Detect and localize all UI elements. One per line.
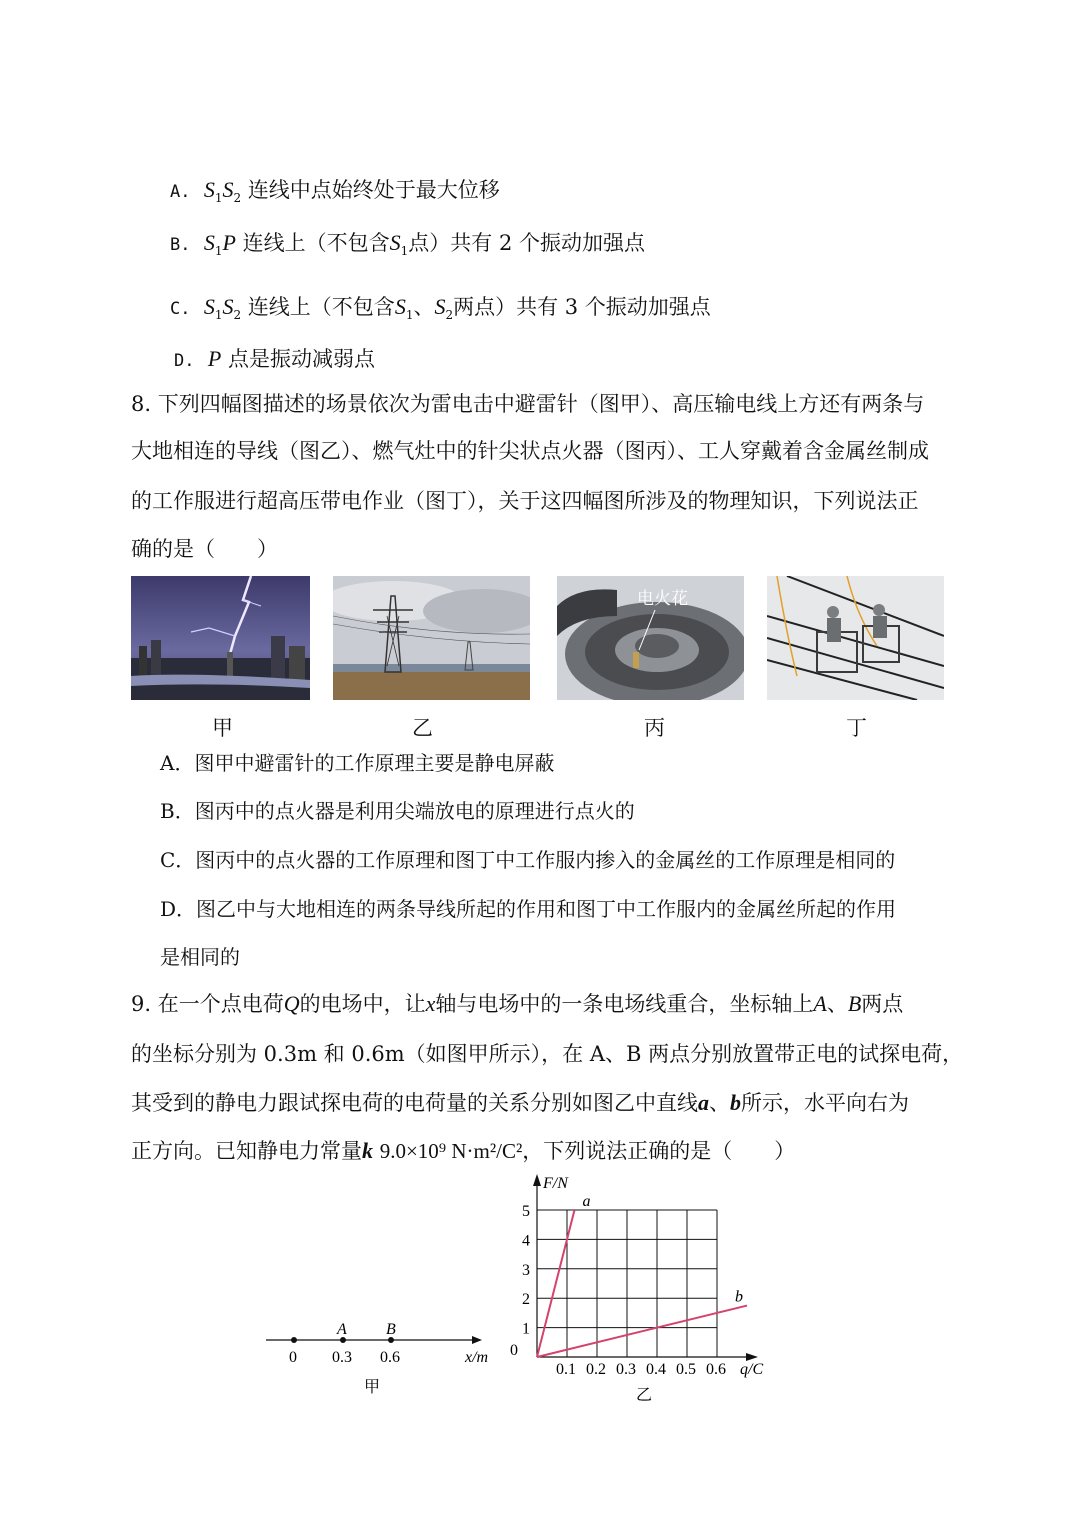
x-tick-0.6: 0.6 (706, 1361, 726, 1378)
y-tick-4: 4 (522, 1232, 530, 1250)
figure-yi-chart (510, 1168, 780, 1406)
series-line-a (537, 1210, 575, 1357)
q8-option-c: C．图丙中的点火器的工作原理和图丁中工作服内掺入的金属丝的工作原理是相同的 (160, 848, 896, 872)
series-line-b (537, 1306, 747, 1357)
gas-burner-photo (557, 576, 744, 700)
caption-jia: 甲 (212, 716, 233, 740)
q7-option-d: D. P 点是振动减弱点 (174, 346, 375, 371)
origin-point (291, 1337, 297, 1343)
spark-label: 电火花 (637, 589, 688, 608)
caption-yi: 乙 (412, 716, 433, 740)
caption-bing: 丙 (644, 716, 665, 740)
x-axis-label-chart: q/C (740, 1361, 764, 1378)
x-axis-arrow-chart (746, 1353, 758, 1361)
caption-ding: 丁 (846, 716, 867, 740)
q8-option-a: A．图甲中避雷针的工作原理主要是静电屏蔽 (160, 751, 555, 775)
figure-yi-caption: 乙 (636, 1387, 653, 1404)
y-tick-3: 3 (522, 1261, 530, 1279)
q8-stem-line-3: 的工作服进行超高压带电作业（图丁），关于这四幅图所涉及的物理知识，下列说法正 (131, 489, 919, 513)
q8-stem-line-4: 确的是（ ） (131, 537, 278, 561)
y-tick-0: 0 (510, 1342, 518, 1359)
transmission-tower-photo (333, 576, 530, 700)
x-tick-0.2: 0.2 (586, 1361, 606, 1378)
y-tick-5: 5 (522, 1203, 530, 1220)
figure-jia-axis (260, 1320, 500, 1400)
x-axis-arrow (472, 1336, 482, 1344)
y-tick-labels (510, 1203, 530, 1359)
x-tick-0.1: 0.1 (556, 1361, 576, 1378)
series-label-a: a (582, 1193, 591, 1210)
live-line-workers-photo (767, 576, 944, 700)
y-tick-1: 1 (522, 1320, 530, 1338)
q9-stem-line-3: 其受到的静电力跟试探电荷的电荷量的关系分别如图乙中直线a、b所示，水平向右为 (131, 1090, 909, 1115)
q8-option-d-continued: 是相同的 (160, 945, 240, 969)
x-axis-label: x/m (465, 1349, 489, 1366)
point-a-label: A (337, 1321, 347, 1338)
tick-0: 0 (289, 1349, 297, 1366)
x-tick-0.3: 0.3 (616, 1361, 636, 1378)
q7-option-a: A. $S_1S_2$ 连线中点始终处于最大位移 (170, 177, 500, 206)
chart-series (537, 1193, 747, 1357)
figure-jia-caption: 甲 (364, 1379, 381, 1396)
x-tick-labels (556, 1361, 726, 1378)
lightning-photo (131, 576, 310, 700)
x-tick-0.4: 0.4 (646, 1361, 666, 1378)
q8-stem-line-1: 8. 下列四幅图描述的场景依次为雷电击中避雷针（图甲）、高压输电线上方还有两条与 (131, 392, 925, 416)
q8-option-b: B．图丙中的点火器是利用尖端放电的原理进行点火的 (160, 799, 635, 823)
q9-stem-line-2: 的坐标分别为 0.3m 和 0.6m（如图甲所示），在 A、B 两点分别放置带正电的试探电荷， (131, 1042, 964, 1066)
y-tick-2: 2 (522, 1291, 530, 1309)
point-b-label: B (386, 1321, 396, 1338)
tick-06: 0.6 (380, 1349, 400, 1366)
q8-stem-line-2: 大地相连的导线（图乙）、燃气灶中的针尖状点火器（图丙）、工人穿戴着含金属丝制成 (131, 439, 929, 463)
tick-03: 0.3 (332, 1349, 352, 1366)
q7-option-b: B. $S_1P$ 连线上（不包含$S_1$点）共有 2 个振动加强点 (170, 230, 645, 259)
q8-option-d: D．图乙中与大地相连的两条导线所起的作用和图丁中工作服内的金属丝所起的作用 (160, 897, 897, 921)
y-axis-label: F/N (543, 1175, 568, 1192)
series-label-b: b (735, 1288, 743, 1306)
q9-stem-line-4: 正方向。已知静电力常量k 9.0×10⁹ N·m²/C²，下列说法正确的是（ ） (131, 1138, 796, 1163)
x-tick-0.5: 0.5 (676, 1361, 696, 1378)
y-axis-arrow (533, 1174, 541, 1186)
q7-option-c: C. $S_1S_2$ 连线上（不包含$S_1$、$S_2$两点）共有 3 个振动加强点 (170, 294, 711, 323)
q9-stem-line-1: 9. 在一个点电荷Q的电场中，让x轴与电场中的一条电场线重合，坐标轴上A、B两点 (131, 991, 904, 1016)
